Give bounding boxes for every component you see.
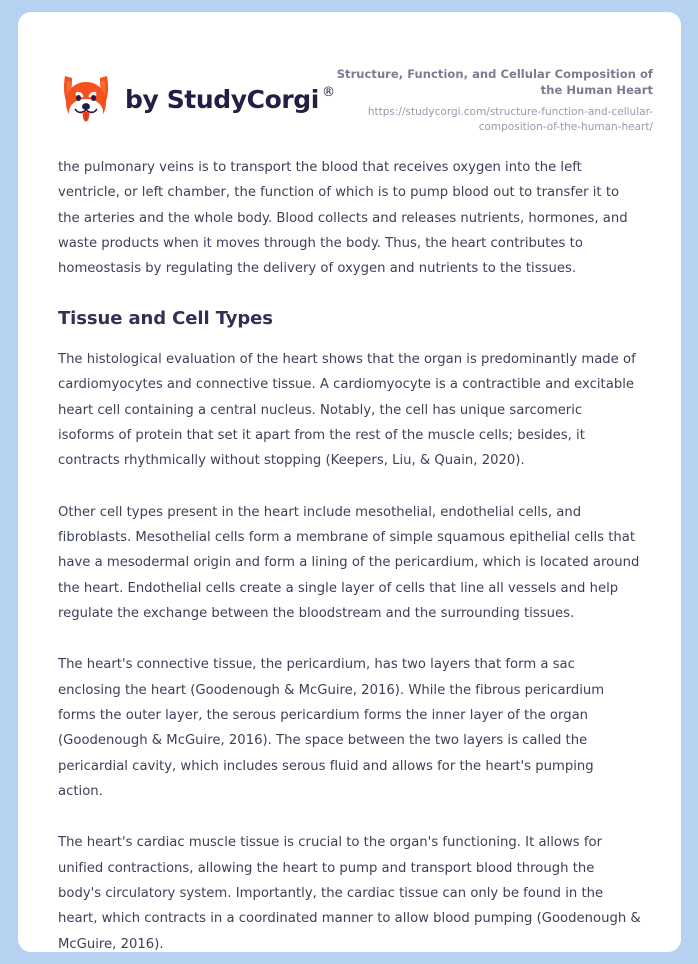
document-page-card: [18, 12, 681, 952]
document-meta: [335, 60, 653, 135]
brand-name-text: by StudyCorgi: [125, 84, 319, 114]
source-url: https://studycorgi.com/structure-function-and-cellular-composition-of-the-human-heart/: [367, 105, 653, 133]
corgi-logo-icon: [60, 72, 112, 126]
body-paragraph: The heart's connective tissue, the pericardium, has two layers that form a sac enclosing the heart (Goodenough & McGuire, 2016). While the fibrous pericardium forms the outer layer, the serous pericardium forms the inner layer of the organ (Goodenough & McGuire, 2016). The space between the two layers is called the pericardial cavity, which includes serous fluid and allows for the heart's pumping action.: [58, 657, 605, 799]
registered-trademark-icon: ®: [321, 84, 335, 100]
section-heading: Tissue and Cell Types: [58, 307, 273, 329]
body-paragraph: The heart's cardiac muscle tissue is crucial to the organ's functioning. It allows for unified contractions, allowing the heart to pump and transport blood through the body's circulatory system. Importantly, the cardiac tissue can only be found in the heart, which contracts in a coordinated manner to allow blood pumping (Goodenough & McGuire, 2016).: [58, 835, 641, 952]
brand-name: [125, 85, 335, 114]
brand-lockup: [60, 60, 335, 126]
page-title: Structure, Function, and Cellular Composition of the Human Heart: [336, 67, 653, 98]
document-header: [18, 12, 681, 135]
article-body: [18, 135, 681, 952]
intro-paragraph: the pulmonary veins is to transport the blood that receives oxygen into the left ventricle, or left chamber, the function of which is to pump blood out to transfer it to the arteries and the whole body. Blood collects and releases nutrients, hormones, and waste products when it moves through the body. Thus, the heart contributes to homeostasis by regulating the delivery of oxygen and nutrients to the tissues.: [58, 160, 628, 277]
body-paragraph: The histological evaluation of the heart shows that the organ is predominantly made of cardiomyocytes and connective tissue. A cardiomyocyte is a contractible and excitable heart cell containing a central nucleus. Notably, the cell has unique sarcomeric isoforms of protein that set it apart from the rest of the muscle cells; besides, it contracts rhythmically without stopping (Keepers, Liu, & Quain, 2020).: [58, 351, 636, 469]
body-paragraph: Other cell types present in the heart include mesothelial, endothelial cells, and fibroblasts. Mesothelial cells form a membrane of simple squamous epithelial cells that have a mesodermal origin and form a lining of the pericardium, which is located around the heart. Endothelial cells create a single layer of cells that line all vessels and help regulate the exchange between the bloodstream and the surrounding tissues.: [58, 504, 640, 621]
